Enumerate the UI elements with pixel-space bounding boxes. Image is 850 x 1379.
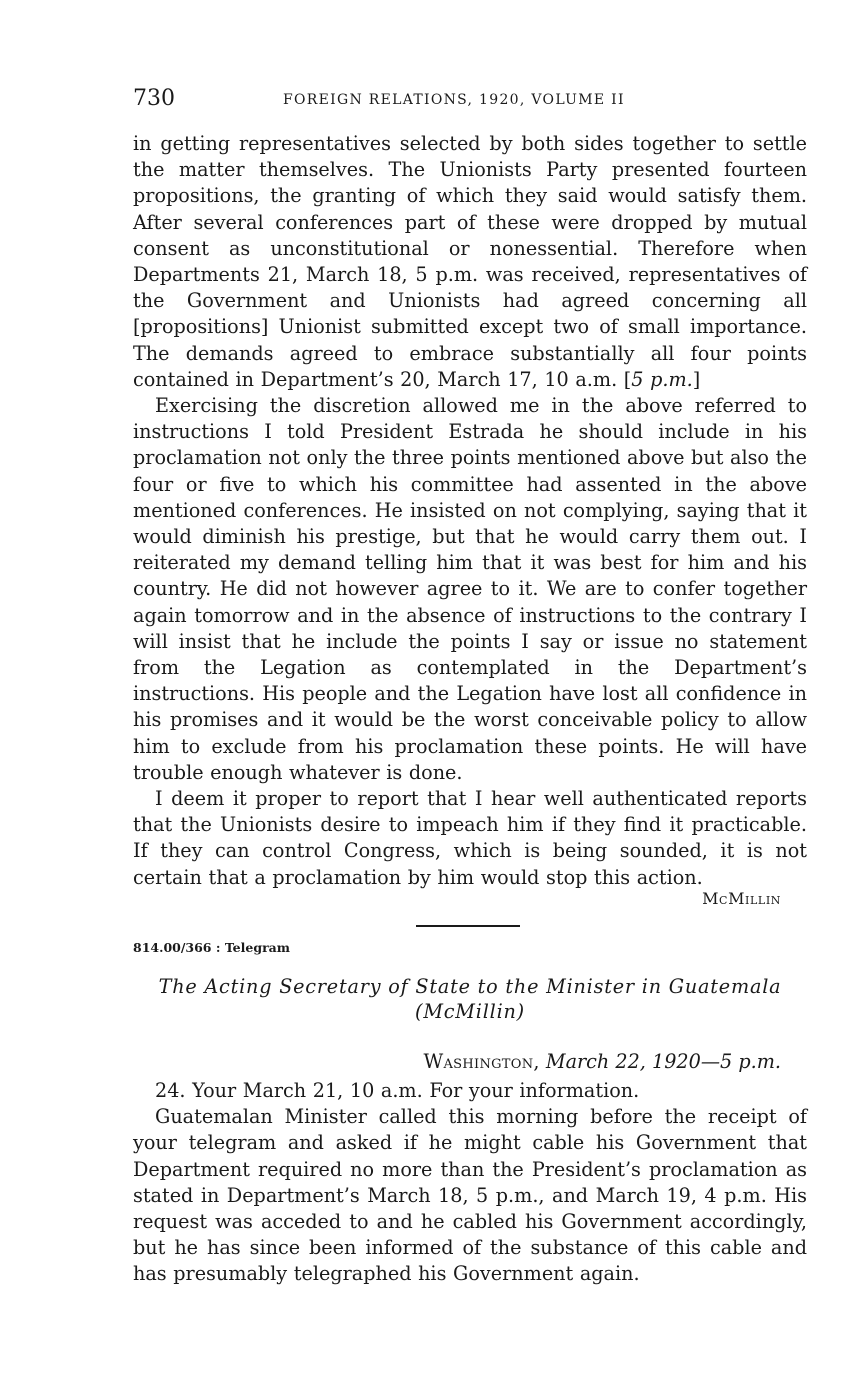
page-header: [133, 86, 813, 116]
page-number: 730: [133, 86, 175, 111]
paragraph-text: ]: [692, 367, 701, 391]
running-head: FOREIGN RELATIONS, 1920, VOLUME II: [283, 92, 625, 108]
dateline-place: Washington,: [423, 1050, 540, 1073]
paragraph-text: in getting representatives selected by both sides together to settle the matter themselves. The Unionists Party presented fourteen propositions, the granting of which they said would satisfy them. After several conferences part of these were dropped by mutual consent as unconstitutional or nonessential. Therefore when Departments 21, March 18, 5 p.m. was received, representatives of the Government and Unionists had agreed concerning all [propositions] Unionist submitted except two of small importance. The demands agreed to embrace substantially all four points contained in Department’s 20, March 17, 10 a.m. [: [133, 132, 807, 391]
paragraph: 24. Your March 21, 10 a.m. For your information.: [155, 1079, 640, 1102]
dateline: [423, 1049, 781, 1075]
dateline-date: March 22, 1920—5 p.m.: [545, 1050, 781, 1073]
continuation-text: [133, 131, 807, 891]
document-title: [133, 974, 807, 1024]
paragraph: I deem it proper to report that I hear well authenticated reports that the Unionists desire to impeach him if they find it practicable. If they can control Congress, which is being sounded, it is not certain that a proclamation by him would stop this action.: [133, 787, 807, 889]
paragraph: [133, 131, 807, 393]
italic-text: 5 p.m.: [631, 367, 693, 391]
signature: McMillin: [702, 889, 781, 908]
paragraph: Exercising the discretion allowed me in the above referred to instructions I told President Estrada he should include in his proclamation not only the three points mentioned above but also the four or five to which his committee had assented in the above mentioned conferences. He insisted on not complying, saying that it would diminish his prestige, but that he would carry them out. I reiterated my demand telling him that it was best for him and his country. He did not however agree to it. We are to confer together again tomorrow and in the absence of instructions to the contrary I will insist that he include the points I say or issue no statement from the Legation as contemplated in the Department’s instructions. His people and the Legation have lost all confidence in his promises and it would be the worst conceivable policy to allow him to exclude from his proclamation these points. He will have trouble enough whatever is done.: [133, 394, 807, 784]
title-line: The Acting Secretary of State to the Minister in Guatemala: [158, 975, 782, 998]
telegram-text: [133, 1078, 807, 1288]
paragraph: Guatemalan Minister called this morning before the receipt of your telegram and asked if he might cable his Government that Department required no more than the President’s proclamation as stated in Department’s March 18, 5 p.m., and March 19, 4 p.m. His request was acceded to and he cabled his Government accordingly, but he has since been informed of the substance of this cable and has presumably telegraphed his Government again.: [133, 1105, 807, 1286]
title-line: (McMillin): [415, 1000, 525, 1023]
file-reference: 814.00/366 : Telegram: [133, 940, 290, 955]
section-divider: [416, 925, 520, 927]
